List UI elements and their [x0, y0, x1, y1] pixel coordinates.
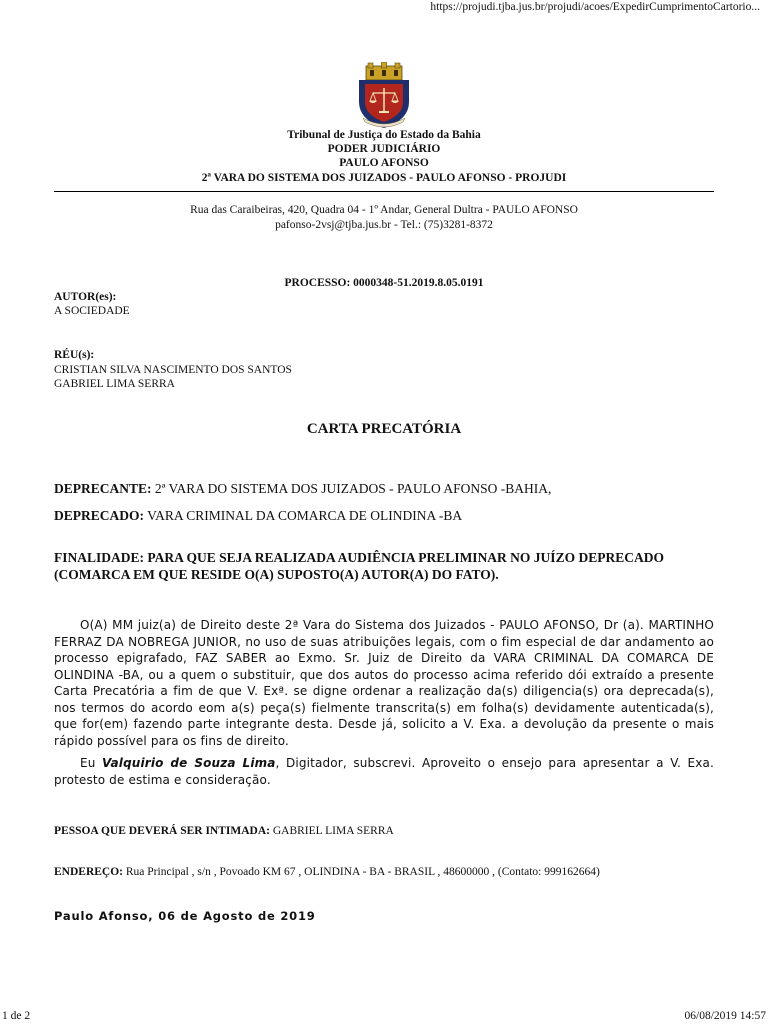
- vara-name: 2ª VARA DO SISTEMA DOS JUIZADOS - PAULO AFONSO - PROJUDI: [201, 172, 567, 184]
- header-divider: [54, 191, 714, 192]
- reu-item: CRISTIAN SILVA NASCIMENTO DOS SANTOS: [54, 364, 292, 376]
- deprecado-line: [54, 508, 462, 524]
- branch-name: PODER JUDICIÁRIO: [327, 143, 441, 155]
- deprecante-line: [54, 481, 551, 497]
- deprecante-value: 2ª VARA DO SISTEMA DOS JUIZADOS - PAULO AFONSO -BAHIA,: [151, 481, 552, 496]
- document-date: Paulo Afonso, 06 de Agosto de 2019: [54, 909, 316, 923]
- document-title: CARTA PRECATÓRIA: [306, 421, 462, 437]
- print-timestamp: 06/08/2019 14:57: [684, 1010, 766, 1022]
- deprecado-label: DEPRECADO:: [54, 508, 144, 523]
- body-paragraph-2: [54, 755, 714, 788]
- intimada-line: [54, 824, 394, 838]
- reu-item: GABRIEL LIMA SERRA: [54, 378, 175, 390]
- court-contact: pafonso-2vsj@tjba.jus.br - Tel.: (75)3281-8372: [275, 219, 493, 231]
- intimada-label: PESSOA QUE DEVERÁ SER INTIMADA:: [54, 825, 270, 837]
- deprecante-label: DEPRECANTE:: [54, 481, 152, 496]
- autor-label: AUTOR(es):: [54, 291, 117, 303]
- court-name: Tribunal de Justiça do Estado da Bahia: [287, 129, 481, 141]
- p2-rest: , Digitador, subscrevi. Aproveito o ensejo para apresentar a V. Exa. protesto de estima e consideração.: [54, 756, 714, 787]
- typist-name: Valquirio de Souza Lima: [102, 756, 276, 770]
- finalidade: FINALIDADE: PARA QUE SEJA REALIZADA AUDIÊNCIA PRELIMINAR NO JUÍZO DEPRECADO (COMARCA EM QUE RESIDE O(A) SUPOSTO(A) AUTOR(A) DO FATO).: [54, 550, 664, 582]
- reu-label: RÉU(s):: [54, 349, 95, 361]
- browser-url: https://projudi.tjba.jus.br/projudi/acoes/ExpedirCumprimentoCartorio...: [430, 1, 760, 13]
- autor-value: A SOCIEDADE: [54, 305, 130, 317]
- endereco-value: Rua Principal , s/n , Povoado KM 67 , OLINDINA - BA - BRASIL , 48600000 , (Contato: 999162664): [123, 866, 600, 878]
- p2-prefix: Eu: [80, 756, 103, 770]
- city-name: PAULO AFONSO: [339, 157, 429, 169]
- coat-of-arms-icon: [357, 62, 411, 130]
- endereco-line: [54, 865, 600, 879]
- deprecado-value: VARA CRIMINAL DA COMARCA DE OLINDINA -BA: [144, 508, 463, 523]
- process-number: PROCESSO: 0000348-51.2019.8.05.0191: [284, 277, 484, 289]
- page-indicator: 1 de 2: [2, 1010, 31, 1022]
- court-address: Rua das Caraibeiras, 420, Quadra 04 - 1º Andar, General Dultra - PAULO AFONSO: [190, 204, 578, 216]
- intimada-value: GABRIEL LIMA SERRA: [269, 825, 394, 837]
- endereco-label: ENDEREÇO:: [54, 866, 124, 878]
- body-paragraph-1: O(A) MM juiz(a) de Direito deste 2ª Vara do Sistema dos Juizados - PAULO AFONSO, Dr (a). MARTINHO FERRAZ DA NOBREGA JUNIOR, no uso de suas atribuições legais, com o fim especial de dar andamento ao processo epigrafado, FAZ SABER ao Exmo. Sr. Juiz de Direito da VARA CRIMINAL DA COMARCA DE OLINDINA -BA, ou a quem o substituir, que dos autos do processo acima referido dói extraído a presente Carta Precatória a fim de que V. Exª. se digne ordenar a realização da(s) diligencia(s) ora deprecada(s), nos termos do acordo eom a(s) peça(s) fielmente transcrita(s) em folha(s) devidamente autenticada(s), que for(em) fazendo parte integrante desta. Desde já, solicito a V. Exa. a devolução da presente o mais rápido possível para os fins de direito.: [54, 618, 714, 748]
